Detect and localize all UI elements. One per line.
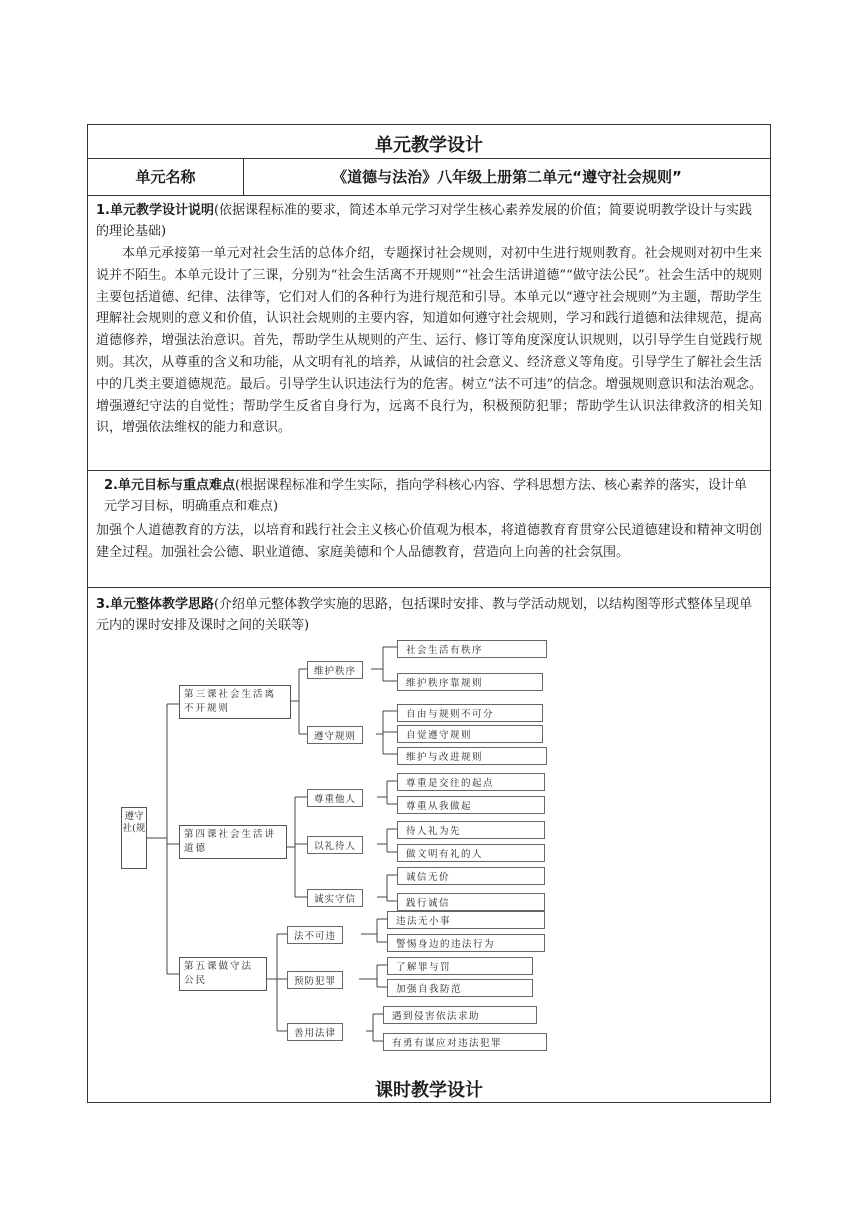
lesson-design-title: 课时教学设计 bbox=[375, 1080, 483, 1101]
section-goals bbox=[88, 471, 770, 588]
topic-courtesy: 以礼待人 bbox=[307, 836, 363, 854]
leaf-maintain-improve: 维护与改进规则 bbox=[397, 747, 547, 765]
lesson-3: 第三课社会生活离不开规则 bbox=[179, 685, 291, 719]
section2-heading bbox=[104, 475, 756, 517]
leaf-integrity-priceless: 诚信无价 bbox=[397, 867, 545, 885]
leaf-social-order: 社会生活有秩序 bbox=[397, 640, 547, 658]
section3-heading-rest: (介绍单元整体教学实施的思路，包括课时安排、教与学活动规划，以结构图等形式整体呈现单元内的课时安排及课时之间的关联等) bbox=[96, 597, 753, 633]
leaf-crime-punishment: 了解罪与罚 bbox=[387, 957, 533, 975]
section1-heading-bold: 1.单元教学设计说明 bbox=[96, 203, 214, 218]
section2-heading-bold: 2.单元目标与重点难点 bbox=[104, 478, 235, 493]
topic-maintain-order: 维护秩序 bbox=[307, 661, 363, 679]
leaf-practice-integrity: 践行诚信 bbox=[397, 893, 545, 911]
unit-name-label: 单元名称 bbox=[88, 159, 244, 195]
topic-honesty: 诚实守信 bbox=[307, 889, 363, 907]
diagram-root: 遵守社(规 bbox=[121, 807, 147, 869]
leaf-brave-wise: 有勇有谋应对违法犯罪 bbox=[383, 1033, 547, 1051]
title-row bbox=[88, 125, 770, 159]
leaf-order-by-rules: 维护秩序靠规则 bbox=[397, 673, 543, 691]
leaf-consciously-follow: 自觉遵守规则 bbox=[397, 725, 543, 743]
unit-design-table bbox=[87, 124, 771, 1103]
leaf-watch-violations: 警惕身边的违法行为 bbox=[387, 934, 545, 952]
section2-heading-rest: (根据课程标准和学生实际，指向学科核心内容、学科思想方法、核心素养的落实，设计单元学习目标，明确重点和难点) bbox=[104, 478, 748, 514]
leaf-civilized-person: 做文明有礼的人 bbox=[397, 844, 545, 862]
section1-heading-rest: (依据课程标准的要求，简述本单元学习对学生核心素养发展的价值；简要说明教学设计与实践的理论基础) bbox=[96, 203, 753, 239]
section-design-explanation bbox=[88, 196, 770, 471]
section1-body: 本单元承接第一单元对社会生活的总体介绍，专题探讨社会规则，对初中生进行规则教育。社会规则对初中生来说并不陌生。本单元设计了三课，分别为“社会生活离不开规则”“社会生活讲道德”“做守法公民”。社会生活中的规则主要包括道德、纪律、法律等，它们对人们的各种行为进行规范和引导。本单元以“遵守社会规则”为主题，帮助学生理解社会规则的意义和价值，认识社会规则的主要内容，知道如何遵守社会规则，学习和践行道德和法律规范，提高道德修养，增强法治意识。首先，帮助学生从规则的产生、运行、修订等角度深度认识规则，以引导学生自觉践行规则。其次，从尊重的含义和功能，从文明有礼的培养，从诚信的社会意义、经济意义等角度。引导学生了解社会生活中的几类主要道德规范。最后。引导学生认识违法行为的危害。树立“法不可违”的信念。增强规则意识和法治观念。增强遵纪守法的自觉性；帮助学生反省自身行为，远离不良行为，积极预防犯罪；帮助学生认识法律救济的相关知识，增强依法维权的能力和意识。 bbox=[96, 246, 762, 436]
unit-name-value: 《道德与法治》八年级上册第二单元“遵守社会规则” bbox=[332, 168, 682, 186]
topic-prevent-crime: 预防犯罪 bbox=[287, 971, 343, 989]
leaf-courtesy-first: 待人礼为先 bbox=[397, 821, 545, 839]
section3-heading bbox=[96, 594, 756, 636]
leaf-seek-legal-help: 遇到侵害依法求助 bbox=[383, 1006, 537, 1024]
topic-follow-rules: 遵守规则 bbox=[307, 726, 363, 744]
structure-diagram bbox=[121, 639, 551, 1049]
leaf-self-protection: 加强自我防范 bbox=[387, 979, 533, 997]
topic-law-inviolable: 法不可违 bbox=[287, 926, 343, 944]
topic-respect-others: 尊重他人 bbox=[307, 789, 363, 807]
leaf-freedom-rules: 自由与规则不可分 bbox=[397, 704, 543, 722]
unit-name-row bbox=[88, 159, 770, 196]
lesson-4: 第四课社会生活讲道德 bbox=[179, 825, 287, 859]
topic-use-law: 善用法律 bbox=[287, 1023, 343, 1041]
section3-heading-bold: 3.单元整体教学思路 bbox=[96, 597, 214, 612]
leaf-respect-start: 尊重是交往的起点 bbox=[397, 773, 545, 791]
section2-body: 加强个人道德教育的方法，以培育和践行社会主义核心价值观为根本，将道德教育育贯穿公民道德建设和精神文明创建全过程。加强社会公德、职业道德、家庭美德和个人品德教育，营造向上向善的社会氛围。 bbox=[96, 523, 762, 560]
leaf-no-small-violation: 违法无小事 bbox=[387, 911, 545, 929]
section-teaching-approach bbox=[88, 588, 770, 1104]
lesson-5: 第五课做守法公民 bbox=[179, 957, 267, 991]
leaf-respect-from-me: 尊重从我做起 bbox=[397, 796, 545, 814]
section1-heading bbox=[96, 200, 756, 242]
doc-title: 单元教学设计 bbox=[375, 135, 483, 156]
